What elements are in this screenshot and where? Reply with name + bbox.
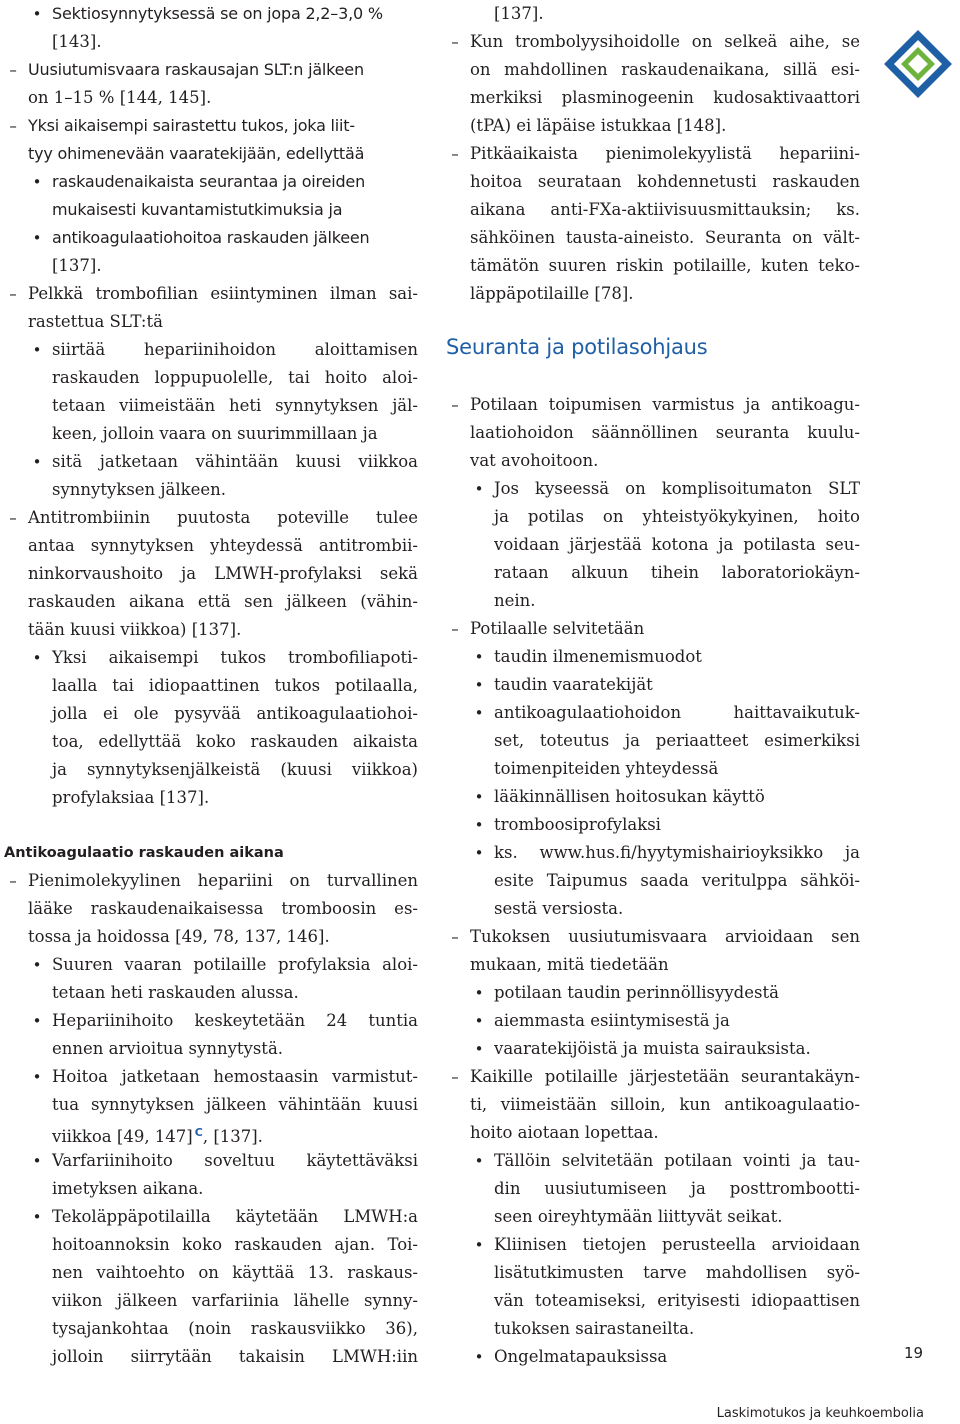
line-text: ti, viimeistään silloin, kun antikoagulaatio- [470,1095,860,1114]
line-text: Sektiosynnytyksessä se on jopa 2,2–3,0 % [52,4,383,23]
text-line [4,979,418,1007]
diamond-logo-icon [878,24,958,104]
text-line [446,783,860,811]
line-text: jolloin siirrytään takaisin LMWH:iin [52,1347,418,1366]
line-text: vän toteamiseksi, erityisesti idiopaattisen [494,1291,860,1310]
text-line [4,476,418,504]
line-text: imetyksen aikana. [52,1179,204,1198]
bullet-marker: • [474,480,484,498]
line-text-part: viikkoa [49, 147] [52,1127,193,1146]
text-line [4,1231,418,1259]
bullet-marker: • [474,788,484,806]
line-text: viikon jälkeen varfariinia lähelle synny- [52,1291,418,1310]
bullet-marker: • [32,1208,42,1226]
text-line [4,448,418,476]
line-text: ja potilas on yhteistyökykyinen, hoito [494,507,860,526]
line-text: sestä versiosta. [494,899,624,918]
dash-marker: – [451,145,459,163]
line-text: sähköinen tausta-aineisto. Seuranta on vält- [470,228,860,247]
line-text: Pitkäaikaista pienimolekyylistä hepariini- [470,144,860,163]
dash-marker: – [9,872,17,890]
line-text: ks. www.hus.fi/hyytymishairioyksikko ja [494,843,860,862]
dash-marker: – [451,396,459,414]
line-text: keen, jolloin vaara on suurimmillaan ja [52,424,378,443]
line-text: Ongelmatapauksissa [494,1347,668,1366]
text-line [4,588,418,616]
text-line [446,1091,860,1119]
bullet-marker: • [474,1152,484,1170]
text-line [446,391,860,419]
line-text: esite Taipumus saada veritulppa sähköi- [494,871,860,890]
text-line [446,1119,860,1147]
line-text: Pelkkä trombofilian esiintyminen ilman sai- [28,284,418,303]
line-text: tysajankohtaa (noin raskausviikko 36), [52,1319,418,1338]
line-text: laalla tai idiopaattinen tukos potilaalla, [52,676,418,695]
bullet-marker: • [32,173,42,191]
text-line [4,112,418,140]
line-text: rastettua SLT:tä [28,312,163,331]
line-text: lääkinnällisen hoitosukan käyttö [494,787,765,806]
line-text: vaaratekijöistä ja muista sairauksista. [494,1039,811,1058]
text-line [446,951,860,979]
text-line [446,196,860,224]
line-text: Potilaalle selvitetään [470,619,645,638]
text-line [446,1035,860,1063]
line-text: nen vaihtoehto on käyttää 13. raskaus- [52,1263,418,1282]
line-text: on mahdollinen raskaudenaikana, sillä esi- [470,60,860,79]
text-line [4,1119,418,1147]
bullet-marker: • [474,984,484,1002]
text-line [446,1343,860,1371]
line-text: raskauden loppupuolelle, tai hoito aloi- [52,368,418,387]
text-line [446,1231,860,1259]
text-line [446,1175,860,1203]
text-line [4,140,418,168]
line-text: [137]. [494,4,544,23]
line-text: lisätutkimusten tarve mahdollisen syö- [494,1263,860,1282]
text-line [446,643,860,671]
text-line [446,531,860,559]
dash-marker: – [451,928,459,946]
text-line [4,1343,418,1371]
text-line [4,1203,418,1231]
line-text: aikana anti-FXa-aktiivisuusmittauksin; ks. [470,200,860,219]
line-text: siirtää hepariinihoidon aloittamisen [52,340,418,359]
line-text: laatiohoidon säännöllinen seuranta kuulu- [470,423,860,442]
bullet-marker: • [474,676,484,694]
line-text: tämätön suuren riskin potilaille, kuten teko- [470,256,860,275]
section-heading-anticoagulation: Antikoagulaatio raskauden aikana [4,845,284,861]
line-text: ninkorvaushoito ja LMWH-profylaksi sekä [28,564,418,583]
bullet-marker: • [32,5,42,23]
line-text: raskauden aikana että sen jälkeen (vähin- [28,592,418,611]
line-text: Kun trombolyysihoidolle on selkeä aihe, se [470,32,860,51]
text-line [446,56,860,84]
bullet-marker: • [474,1040,484,1058]
text-line [446,1063,860,1091]
line-text: antikoagulaatiohoidon haittavaikutuk- [494,703,860,722]
line-text: läppäpotilaille [78]. [470,284,634,303]
text-line [4,168,418,196]
line-text [52,1119,418,1147]
text-line [4,336,418,364]
text-line [446,559,860,587]
line-text: nein. [494,591,536,610]
text-line [446,447,860,475]
text-line [446,1287,860,1315]
text-line [4,28,418,56]
dash-marker: – [9,509,17,527]
line-text: taudin vaaratekijät [494,675,653,694]
text-line [4,1007,418,1035]
line-text: [137]. [52,256,102,275]
dash-marker: – [451,620,459,638]
line-text: ennen arvioitua synnytystä. [52,1039,284,1058]
footer-title: Laskimotukos ja keuhkoembolia [716,1406,924,1421]
text-line [4,224,418,252]
text-line [446,699,860,727]
line-text: merkiksi plasminogeenin kudosaktivaattori [470,88,860,107]
line-text: Kaikille potilaille järjestetään seurantakäyn- [470,1067,860,1086]
line-text: Suuren vaaran potilaille profylaksia aloi- [52,955,418,974]
dash-marker: – [9,117,17,135]
text-line [446,112,860,140]
text-line [4,1175,418,1203]
text-line [4,84,418,112]
text-line [4,867,418,895]
line-text: Jos kyseessä on komplisoitumaton SLT [494,479,860,498]
line-text: Tukoksen uusiutumisvaara arvioidaan sen [470,927,860,946]
line-text: mukaisesti kuvantamistutkimuksia ja [52,200,343,219]
bullet-marker: • [474,1348,484,1366]
text-line [4,1259,418,1287]
evidence-grade-badge: C [194,1126,203,1139]
text-line [4,0,418,28]
line-text: raskaudenaikaista seurantaa ja oireiden [52,172,366,191]
line-text: jolla ei ole pysyvää antikoagulaatiohoi- [52,704,418,723]
line-text: tetaan heti raskauden alussa. [52,983,299,1002]
text-line [446,587,860,615]
line-text: mukaan, mitä tiedetään [470,955,669,974]
text-line [4,1035,418,1063]
dash-marker: – [451,1068,459,1086]
text-line [4,1287,418,1315]
line-text: Yksi aikaisempi sairastettu tukos, joka liit- [28,116,355,135]
text-line [4,1147,418,1175]
line-text: set, toteutus ja periaatteet esimerkiksi [494,731,860,750]
text-line [446,0,860,28]
line-text: Yksi aikaisempi tukos trombofiliapoti- [52,648,418,667]
section-heading-follow-up: Seuranta ja potilasohjaus [446,335,708,359]
line-text: voidaan järjestää kotona ja potilasta seu- [494,535,860,554]
line-text: tromboosiprofylaksi [494,815,661,834]
text-line [4,784,418,812]
dash-marker: – [451,33,459,51]
text-line [4,895,418,923]
text-line [4,728,418,756]
text-line [4,644,418,672]
text-line [446,140,860,168]
line-text: profylaksiaa [137]. [52,788,210,807]
line-text: din uusiutumiseen ja posttrombootti- [494,1179,860,1198]
line-text: (tPA) ei läpäise istukkaa [148]. [470,116,727,135]
bullet-marker: • [32,453,42,471]
line-text: lääke raskaudenaikaisessa tromboosin es- [28,899,418,918]
line-text: ja synnytyksenjälkeistä (kuusi viikkoa) [52,760,418,779]
bullet-marker: • [474,844,484,862]
line-text: Pienimolekyylinen hepariini on turvallinen [28,871,418,890]
text-line [446,419,860,447]
text-line [4,1315,418,1343]
bullet-marker: • [32,1012,42,1030]
text-line [446,615,860,643]
line-text: tyy ohimenevään vaaratekijään, edellyttää [28,144,365,163]
bullet-marker: • [474,1012,484,1030]
text-line [4,756,418,784]
line-text: toa, edellyttää koko raskauden aikaista [52,732,418,751]
line-text: tukoksen sairastaneilta. [494,1319,695,1338]
text-line [4,196,418,224]
text-line [446,1147,860,1175]
line-text: Kliinisen tietojen perusteella arvioidaan [494,1235,860,1254]
line-text: toimenpiteiden yhteydessä [494,759,719,778]
page-number: 19 [904,1344,924,1362]
line-text: hoito aiotaan lopettaa. [470,1123,659,1142]
text-line [4,308,418,336]
line-text: Tällöin selvitetään potilaan vointi ja tau- [494,1151,860,1170]
text-line [4,56,418,84]
dash-marker: – [9,285,17,303]
line-text: Hoitoa jatketaan hemostaasin varmistut- [52,1067,418,1086]
line-text: aiemmasta esiintymisestä ja [494,1011,730,1030]
bullet-marker: • [474,816,484,834]
text-line [446,811,860,839]
line-text: taudin ilmenemismuodot [494,647,702,666]
line-text: [143]. [52,32,102,51]
text-line [4,392,418,420]
text-line [446,727,860,755]
line-text: tään kuusi viikkoa) [137]. [28,620,242,639]
text-line [4,560,418,588]
bullet-marker: • [32,1152,42,1170]
line-text: sitä jatketaan vähintään kuusi viikkoa [52,452,418,471]
bullet-marker: • [474,1236,484,1254]
line-text-part: , [137]. [202,1127,263,1146]
line-text: hoitoa seurataan kohdennetusti raskauden [470,172,860,191]
text-line [446,84,860,112]
line-text: Tekoläppäpotilailla käytetään LMWH:a [52,1207,418,1226]
text-line [446,979,860,1007]
line-text: Antitrombiinin puutosta poteville tulee [28,508,418,527]
text-line [446,839,860,867]
text-line [446,895,860,923]
text-line [4,951,418,979]
line-text: Uusiutumisvaara raskausajan SLT:n jälkeen [28,60,364,79]
line-text: potilaan taudin perinnöllisyydestä [494,983,779,1002]
line-text: rataan alkuun tihein laboratoriokäyn- [494,563,860,582]
text-line [446,28,860,56]
text-line [446,1203,860,1231]
dash-marker: – [9,61,17,79]
text-line [446,1007,860,1035]
text-line [4,280,418,308]
bullet-marker: • [32,649,42,667]
text-line [4,672,418,700]
text-line [446,671,860,699]
line-text: vat avohoitoon. [470,451,599,470]
text-line [446,224,860,252]
line-text: tua synnytyksen jälkeen vähintään kuusi [52,1095,418,1114]
text-line [4,700,418,728]
text-line [4,923,418,951]
text-line [446,1259,860,1287]
text-line [446,867,860,895]
bullet-marker: • [32,1068,42,1086]
bullet-marker: • [32,229,42,247]
bullet-marker: • [474,704,484,722]
line-text: seen oireyhtymään liittyvät seikat. [494,1207,783,1226]
line-text: Varfariinihoito soveltuu käytettäväksi [52,1151,418,1170]
line-text: on 1–15 % [144, 145]. [28,88,212,107]
line-text: tetaan viimeistään heti synnytyksen jäl- [52,396,418,415]
text-line [446,923,860,951]
bullet-marker: • [32,341,42,359]
line-text: Hepariinihoito keskeytetään 24 tuntia [52,1011,418,1030]
text-line [446,475,860,503]
text-line [446,280,860,308]
bullet-marker: • [474,648,484,666]
line-text: antikoagulaatiohoitoa raskauden jälkeen [52,228,370,247]
text-line [4,364,418,392]
text-line [4,504,418,532]
text-line [446,755,860,783]
text-line [4,616,418,644]
line-text: tossa ja hoidossa [49, 78, 137, 146]. [28,927,330,946]
line-text: Potilaan toipumisen varmistus ja antikoagu- [470,395,860,414]
text-line [4,532,418,560]
text-line [4,420,418,448]
text-line [4,1063,418,1091]
text-line [446,1315,860,1343]
text-line [446,503,860,531]
text-line [446,168,860,196]
text-line [4,252,418,280]
text-line [4,1091,418,1119]
line-text: synnytyksen jälkeen. [52,480,227,499]
bullet-marker: • [32,956,42,974]
line-text: hoitoannoksin koko raskauden ajan. Toi- [52,1235,418,1254]
text-line [446,252,860,280]
line-text: antaa synnytyksen yhteydessä antitrombii- [28,536,418,555]
